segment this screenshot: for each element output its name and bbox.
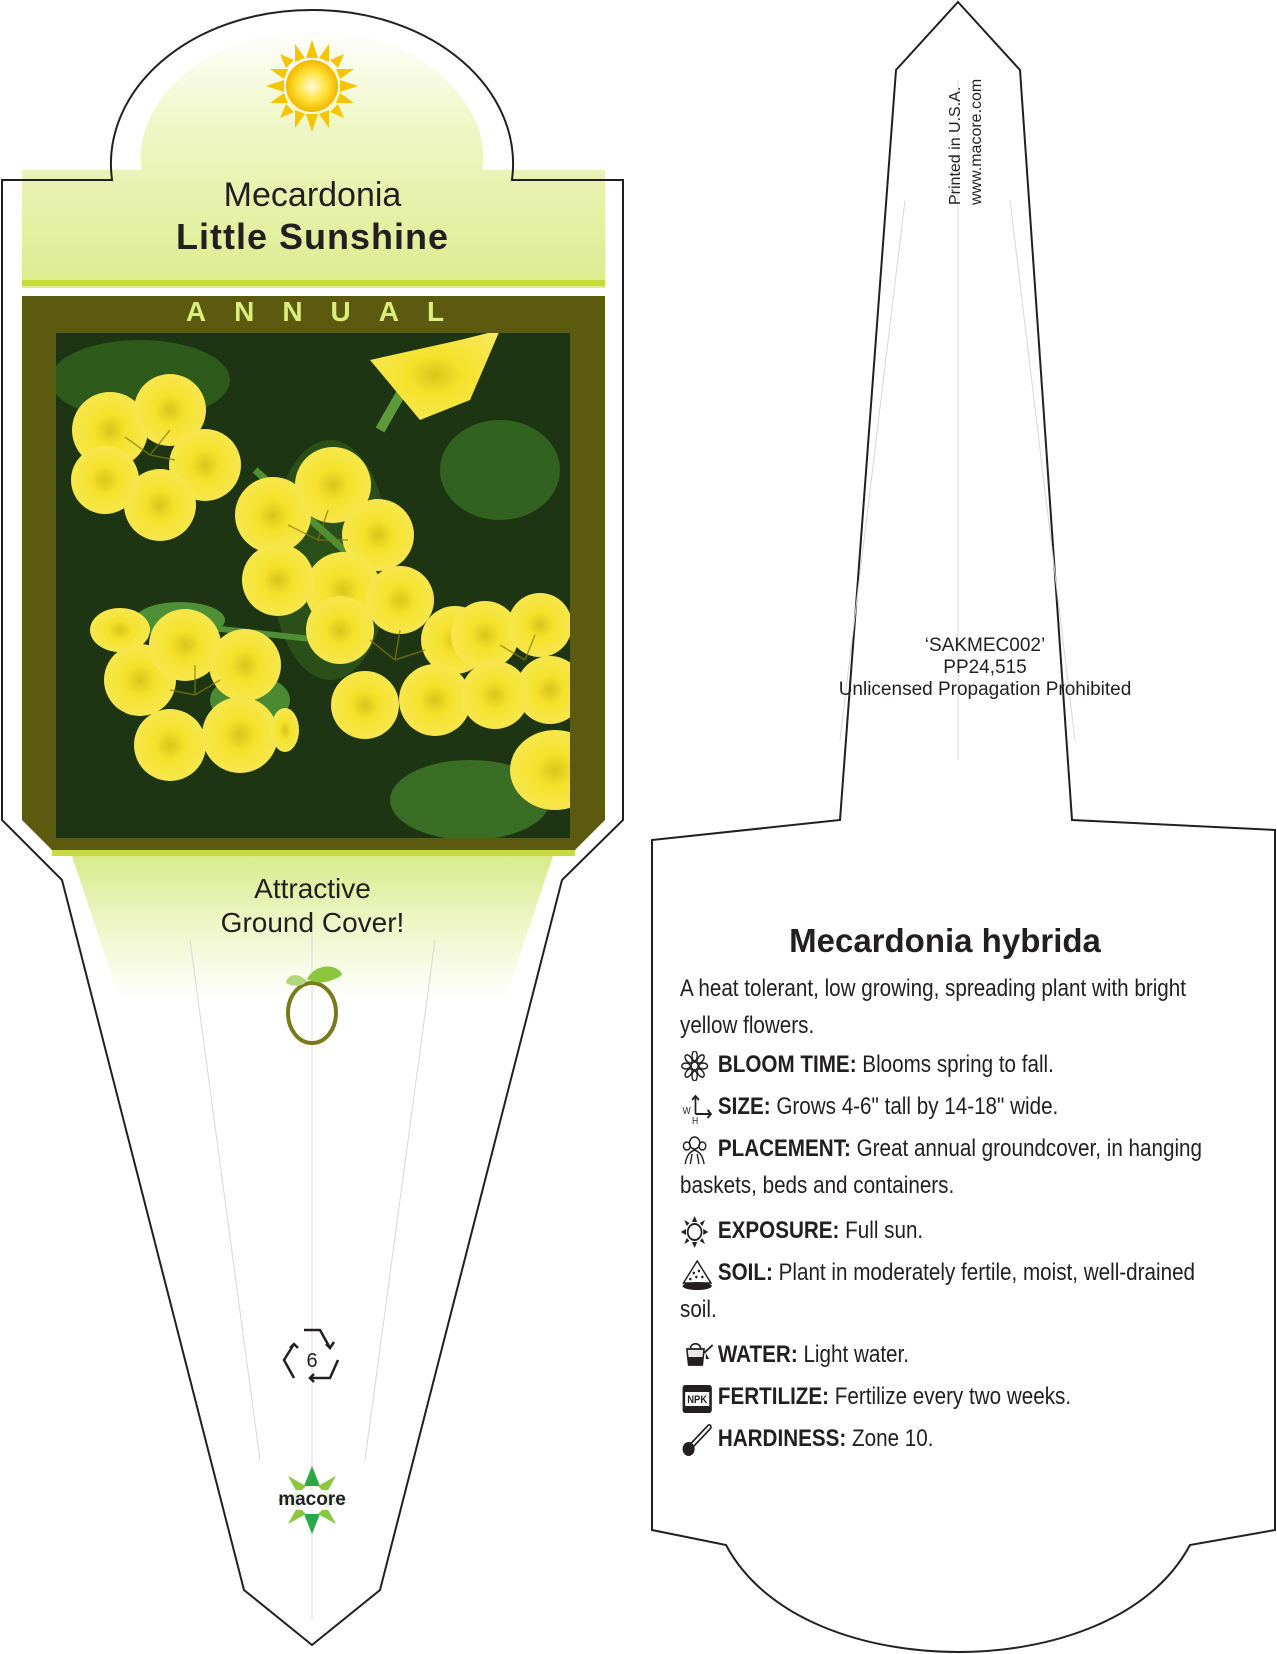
soil-icon (680, 1257, 714, 1291)
attribute-soil (680, 1254, 1222, 1328)
watering-can-icon (680, 1339, 714, 1373)
website: www.macore.com (968, 78, 985, 205)
tagline (110, 872, 515, 940)
patent-block (760, 635, 1210, 701)
plant-photo (50, 330, 600, 840)
brand-name: macore (278, 1489, 346, 1510)
hardiness-label: HARDINESS: (717, 1425, 847, 1452)
fertilize-text: Fertilize every two weeks. (834, 1383, 1072, 1410)
attribute-fertilize (680, 1378, 1222, 1415)
attribute-bloom-time (680, 1046, 1222, 1083)
printed-in: Printed in U.S.A. (947, 86, 964, 205)
water-text: Light water. (803, 1341, 910, 1368)
plant-name-line2: Little Sunshine (175, 216, 449, 257)
recycle-code: 6 (306, 1350, 318, 1372)
placement-label: PLACEMENT: (717, 1135, 851, 1162)
size-icon-w: W (682, 1105, 691, 1116)
attribute-water (680, 1336, 1222, 1373)
attribute-size (680, 1088, 1222, 1125)
fertilizer-icon (680, 1381, 714, 1415)
plant-description: A heat tolerant, low growing, spreading plant with bright yellow flowers. (680, 975, 1186, 1039)
soil-text: Plant in moderately fertile, moist, well-drained soil. (680, 1259, 1196, 1323)
size-icon-h: H (692, 1115, 699, 1124)
tagline-line2: Ground Cover! (220, 907, 405, 938)
seed-logo-icon (286, 967, 342, 1044)
plant-name-line1: Mecardonia (223, 176, 402, 214)
exposure-text: Full sun. (845, 1217, 924, 1244)
placement-text: Great annual groundcover, in hanging baskets, beds and containers. (680, 1135, 1202, 1199)
size-icon (680, 1092, 714, 1124)
water-label: WATER: (717, 1341, 798, 1368)
attribute-placement (680, 1130, 1222, 1204)
category-label: ANNUAL (185, 296, 473, 327)
footer-divider (52, 850, 575, 856)
hardiness-text: Zone 10. (852, 1425, 934, 1452)
cultivar-code: ‘SAKMEC002’ (924, 635, 1046, 656)
flower-icon (680, 1051, 714, 1081)
propagation-notice: Unlicensed Propagation Prohibited (838, 679, 1132, 700)
botanical-name: Mecardonia hybrida (789, 922, 1101, 959)
attribute-exposure (680, 1212, 1222, 1249)
size-label: SIZE: (717, 1093, 771, 1120)
printed-note (945, 79, 987, 205)
npk-text: NPK (687, 1394, 708, 1406)
placement-icon (680, 1134, 714, 1166)
patent-number: PP24,515 (943, 657, 1027, 678)
bloom-time-text: Blooms spring to fall. (862, 1051, 1054, 1078)
header-divider (22, 280, 605, 286)
size-text: Grows 4-6" tall by 14-18" wide. (776, 1093, 1059, 1120)
sun-icon (680, 1215, 714, 1249)
soil-label: SOIL: (717, 1259, 773, 1286)
fertilize-label: FERTILIZE: (717, 1383, 830, 1410)
thermometer-icon (680, 1423, 714, 1457)
exposure-label: EXPOSURE: (717, 1217, 840, 1244)
attribute-hardiness (680, 1420, 1222, 1457)
tagline-line1: Attractive (254, 873, 371, 904)
bloom-time-label: BLOOM TIME: (717, 1051, 857, 1078)
